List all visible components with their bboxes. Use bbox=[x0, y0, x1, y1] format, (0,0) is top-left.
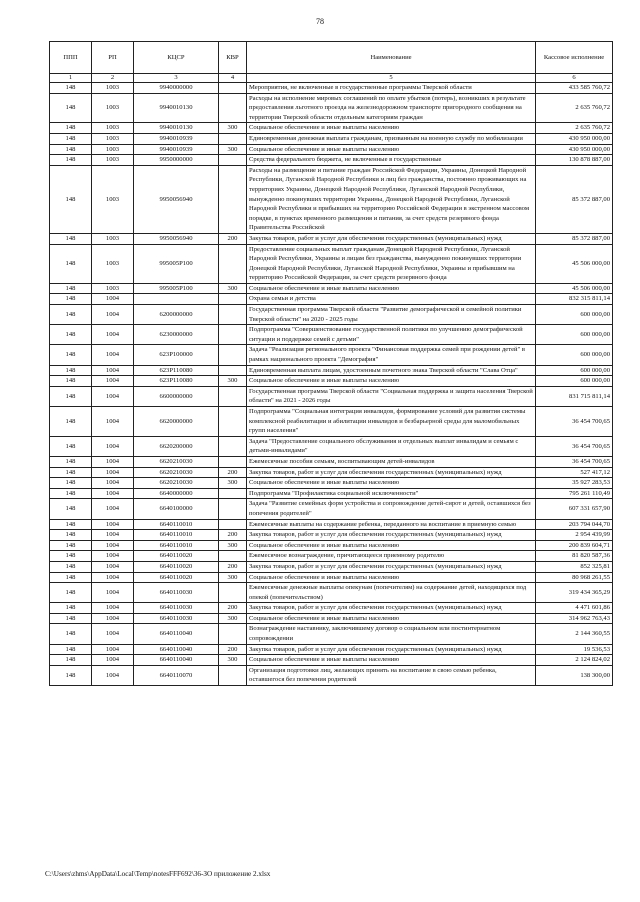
cell-name: Закупка товаров, работ и услуг для обеспечения государственных (муниципальных) нужд bbox=[247, 603, 536, 614]
header-ppp: ППП bbox=[50, 42, 92, 74]
table-row bbox=[50, 499, 613, 519]
table-row bbox=[50, 530, 613, 541]
cell-kcsr: 6640110040 bbox=[134, 644, 219, 655]
table-row bbox=[50, 551, 613, 562]
table-row bbox=[50, 467, 613, 478]
cell-rp: 1004 bbox=[92, 488, 134, 499]
cell-kvr bbox=[219, 294, 247, 305]
cell-rp: 1003 bbox=[92, 83, 134, 94]
cell-ppp: 148 bbox=[50, 456, 92, 467]
cell-ppp: 148 bbox=[50, 613, 92, 624]
table-row bbox=[50, 244, 613, 283]
cell-amount: 45 506 000,00 bbox=[536, 244, 613, 283]
cell-amount: 852 325,81 bbox=[536, 561, 613, 572]
cell-kvr: 300 bbox=[219, 572, 247, 583]
cell-name: Подпрограмма "Профилактика социальной исключенности" bbox=[247, 488, 536, 499]
cell-rp: 1004 bbox=[92, 613, 134, 624]
cell-ppp: 148 bbox=[50, 561, 92, 572]
cell-rp: 1004 bbox=[92, 644, 134, 655]
cell-amount: 85 372 887,00 bbox=[536, 233, 613, 244]
table-row bbox=[50, 155, 613, 166]
header-rp: РП bbox=[92, 42, 134, 74]
cell-rp: 1004 bbox=[92, 655, 134, 666]
cell-name: Социальное обеспечение и иные выплаты населению bbox=[247, 613, 536, 624]
cell-kcsr: 6640110040 bbox=[134, 655, 219, 666]
cell-amount: 36 454 700,65 bbox=[536, 436, 613, 456]
cell-kvr: 200 bbox=[219, 233, 247, 244]
cell-kvr: 300 bbox=[219, 655, 247, 666]
cell-ppp: 148 bbox=[50, 540, 92, 551]
cell-name: Закупка товаров, работ и услуг для обеспечения государственных (муниципальных) нужд bbox=[247, 467, 536, 478]
cell-ppp: 148 bbox=[50, 665, 92, 685]
cell-kvr bbox=[219, 456, 247, 467]
cell-rp: 1004 bbox=[92, 603, 134, 614]
cell-name: Ежемесячные выплаты на содержание ребенка, переданного на воспитание в приемную семью bbox=[247, 519, 536, 530]
column-number: 4 bbox=[219, 74, 247, 83]
cell-rp: 1003 bbox=[92, 244, 134, 283]
cell-rp: 1004 bbox=[92, 407, 134, 437]
cell-kcsr: 6640110020 bbox=[134, 572, 219, 583]
cell-rp: 1003 bbox=[92, 133, 134, 144]
cell-kvr bbox=[219, 551, 247, 562]
cell-rp: 1004 bbox=[92, 530, 134, 541]
cell-ppp: 148 bbox=[50, 644, 92, 655]
cell-amount: 85 372 887,00 bbox=[536, 165, 613, 233]
cell-kvr: 300 bbox=[219, 613, 247, 624]
cell-name: Подпрограмма "Совершенствование государственной политики по улучшению демографической ситуации и поддержке семей с детьми" bbox=[247, 325, 536, 345]
cell-ppp: 148 bbox=[50, 93, 92, 123]
header-kvr: КВР bbox=[219, 42, 247, 74]
cell-kvr bbox=[219, 488, 247, 499]
cell-kcsr: 6620210030 bbox=[134, 456, 219, 467]
cell-kvr: 200 bbox=[219, 644, 247, 655]
cell-name: Ежемесячные денежные выплаты опекунам (попечителям) на содержание детей, находящихся под опекой (попечительством) bbox=[247, 583, 536, 603]
cell-rp: 1004 bbox=[92, 456, 134, 467]
table-row bbox=[50, 83, 613, 94]
cell-ppp: 148 bbox=[50, 244, 92, 283]
cell-rp: 1004 bbox=[92, 478, 134, 489]
cell-kcsr: 6640110020 bbox=[134, 551, 219, 562]
cell-amount: 600 000,00 bbox=[536, 345, 613, 365]
table-row bbox=[50, 456, 613, 467]
cell-kcsr: 9940010130 bbox=[134, 93, 219, 123]
cell-ppp: 148 bbox=[50, 386, 92, 406]
cell-amount: 200 839 604,71 bbox=[536, 540, 613, 551]
cell-ppp: 148 bbox=[50, 519, 92, 530]
cell-ppp: 148 bbox=[50, 467, 92, 478]
cell-ppp: 148 bbox=[50, 572, 92, 583]
cell-ppp: 148 bbox=[50, 325, 92, 345]
table-row bbox=[50, 613, 613, 624]
cell-name: Вознаграждение наставнику, заключившему договор о социальном или постинтернатном сопровождении bbox=[247, 624, 536, 644]
cell-amount: 36 454 700,65 bbox=[536, 456, 613, 467]
table-row bbox=[50, 478, 613, 489]
cell-kvr: 300 bbox=[219, 123, 247, 134]
cell-amount: 81 820 587,36 bbox=[536, 551, 613, 562]
cell-kvr: 300 bbox=[219, 478, 247, 489]
cell-ppp: 148 bbox=[50, 144, 92, 155]
cell-name: Социальное обеспечение и иные выплаты населению bbox=[247, 655, 536, 666]
table-row bbox=[50, 365, 613, 376]
table-row bbox=[50, 603, 613, 614]
cell-kvr: 200 bbox=[219, 530, 247, 541]
cell-ppp: 148 bbox=[50, 233, 92, 244]
cell-name: Закупка товаров, работ и услуг для обеспечения государственных (муниципальных) нужд bbox=[247, 233, 536, 244]
table-row bbox=[50, 144, 613, 155]
cell-name: Подпрограмма "Социальная интеграция инвалидов, формирование условий для развития системы комплексной реабилитации и абилитации инвалидов и безбарьерной среды для маломобильных групп населения" bbox=[247, 407, 536, 437]
cell-amount: 203 794 044,70 bbox=[536, 519, 613, 530]
cell-amount: 795 261 110,49 bbox=[536, 488, 613, 499]
cell-ppp: 148 bbox=[50, 603, 92, 614]
table-row bbox=[50, 325, 613, 345]
cell-ppp: 148 bbox=[50, 655, 92, 666]
cell-kcsr: 6640110030 bbox=[134, 603, 219, 614]
header-cash-execution: Кассовое исполнение bbox=[536, 42, 613, 74]
cell-kcsr: 995005P100 bbox=[134, 283, 219, 294]
cell-rp: 1003 bbox=[92, 165, 134, 233]
cell-rp: 1004 bbox=[92, 572, 134, 583]
cell-kcsr: 623P100000 bbox=[134, 345, 219, 365]
cell-kvr bbox=[219, 386, 247, 406]
cell-rp: 1004 bbox=[92, 365, 134, 376]
cell-kvr: 300 bbox=[219, 283, 247, 294]
cell-name: Средства федерального бюджета, не включенные в государственные bbox=[247, 155, 536, 166]
cell-kvr bbox=[219, 407, 247, 437]
cell-kvr bbox=[219, 155, 247, 166]
cell-name: Социальное обеспечение и иные выплаты населению bbox=[247, 144, 536, 155]
cell-kcsr: 6640110020 bbox=[134, 561, 219, 572]
cell-kvr: 300 bbox=[219, 144, 247, 155]
cell-rp: 1003 bbox=[92, 233, 134, 244]
cell-amount: 527 417,12 bbox=[536, 467, 613, 478]
cell-kvr bbox=[219, 665, 247, 685]
cell-kcsr: 6640110030 bbox=[134, 613, 219, 624]
cell-rp: 1004 bbox=[92, 499, 134, 519]
cell-name: Социальное обеспечение и иные выплаты населению bbox=[247, 540, 536, 551]
cell-name: Мероприятия, не включенные в государственные программы Тверской области bbox=[247, 83, 536, 94]
cell-amount: 314 962 763,43 bbox=[536, 613, 613, 624]
cell-ppp: 148 bbox=[50, 294, 92, 305]
cell-kcsr: 995005P100 bbox=[134, 244, 219, 283]
cell-rp: 1003 bbox=[92, 123, 134, 134]
cell-amount: 2 124 824,02 bbox=[536, 655, 613, 666]
table-row bbox=[50, 665, 613, 685]
cell-kcsr: 6640110010 bbox=[134, 530, 219, 541]
cell-name: Задача "Развитие семейных форм устройства и сопровождение детей-сирот и детей, оставшихся без попечения родителей" bbox=[247, 499, 536, 519]
cell-name: Социальное обеспечение и иные выплаты населению bbox=[247, 572, 536, 583]
cell-ppp: 148 bbox=[50, 376, 92, 387]
cell-amount: 2 635 760,72 bbox=[536, 123, 613, 134]
cell-kcsr: 9950000000 bbox=[134, 155, 219, 166]
cell-name: Ежемесячные пособия семьям, воспитывающим детей-инвалидов bbox=[247, 456, 536, 467]
cell-name: Социальное обеспечение и иные выплаты населению bbox=[247, 478, 536, 489]
cell-rp: 1004 bbox=[92, 386, 134, 406]
column-number: 2 bbox=[92, 74, 134, 83]
cell-amount: 832 315 811,14 bbox=[536, 294, 613, 305]
cell-rp: 1003 bbox=[92, 283, 134, 294]
cell-rp: 1003 bbox=[92, 155, 134, 166]
cell-amount: 19 536,53 bbox=[536, 644, 613, 655]
cell-name: Единовременная денежная выплата гражданам, призванным на военную службу по мобилизации bbox=[247, 133, 536, 144]
table-row bbox=[50, 572, 613, 583]
cell-amount: 45 506 000,00 bbox=[536, 283, 613, 294]
cell-kvr: 200 bbox=[219, 561, 247, 572]
cell-ppp: 148 bbox=[50, 345, 92, 365]
cell-kvr bbox=[219, 165, 247, 233]
cell-kcsr: 6640000000 bbox=[134, 488, 219, 499]
cell-kcsr: 6620200000 bbox=[134, 436, 219, 456]
cell-kvr bbox=[219, 305, 247, 325]
cell-rp: 1004 bbox=[92, 540, 134, 551]
cell-rp: 1004 bbox=[92, 436, 134, 456]
cell-kcsr: 6620210030 bbox=[134, 478, 219, 489]
table-row bbox=[50, 407, 613, 437]
cell-kcsr: 6620000000 bbox=[134, 407, 219, 437]
table-row bbox=[50, 436, 613, 456]
cell-name: Единовременная выплата лицам, удостоенным почетного знака Тверской области "Слава Отца" bbox=[247, 365, 536, 376]
cell-amount: 600 000,00 bbox=[536, 365, 613, 376]
cell-ppp: 148 bbox=[50, 624, 92, 644]
cell-amount: 36 454 700,65 bbox=[536, 407, 613, 437]
cell-rp: 1004 bbox=[92, 467, 134, 478]
cell-name: Охрана семьи и детства bbox=[247, 294, 536, 305]
cell-amount: 607 331 657,90 bbox=[536, 499, 613, 519]
cell-ppp: 148 bbox=[50, 283, 92, 294]
cell-amount: 80 968 261,55 bbox=[536, 572, 613, 583]
cell-kcsr: 6620210030 bbox=[134, 467, 219, 478]
cell-ppp: 148 bbox=[50, 407, 92, 437]
table-row bbox=[50, 376, 613, 387]
table-row bbox=[50, 540, 613, 551]
cell-rp: 1004 bbox=[92, 325, 134, 345]
table-row bbox=[50, 93, 613, 123]
cell-ppp: 148 bbox=[50, 365, 92, 376]
cell-amount: 2 144 360,55 bbox=[536, 624, 613, 644]
cell-amount: 4 471 601,86 bbox=[536, 603, 613, 614]
cell-rp: 1004 bbox=[92, 376, 134, 387]
cell-kcsr: 6640110010 bbox=[134, 519, 219, 530]
cell-kcsr: 9950056940 bbox=[134, 233, 219, 244]
cell-amount: 433 585 760,72 bbox=[536, 83, 613, 94]
cell-kvr bbox=[219, 93, 247, 123]
cell-amount: 600 000,00 bbox=[536, 376, 613, 387]
cell-kvr bbox=[219, 345, 247, 365]
cell-ppp: 148 bbox=[50, 83, 92, 94]
cell-kcsr: 6640110040 bbox=[134, 624, 219, 644]
cell-ppp: 148 bbox=[50, 155, 92, 166]
cell-rp: 1004 bbox=[92, 345, 134, 365]
table-row bbox=[50, 386, 613, 406]
cell-name: Социальное обеспечение и иные выплаты населению bbox=[247, 283, 536, 294]
cell-kcsr: 9950056940 bbox=[134, 165, 219, 233]
cell-amount: 2 954 439,99 bbox=[536, 530, 613, 541]
cell-kcsr: 623P110080 bbox=[134, 365, 219, 376]
cell-name: Задача "Предоставление социального обслуживания и отдельных выплат инвалидам и семьям с детьми-инвалидами" bbox=[247, 436, 536, 456]
table-row bbox=[50, 294, 613, 305]
table-row bbox=[50, 133, 613, 144]
cell-kcsr bbox=[134, 294, 219, 305]
cell-kvr: 300 bbox=[219, 376, 247, 387]
table-row bbox=[50, 283, 613, 294]
cell-kvr: 200 bbox=[219, 467, 247, 478]
cell-name: Расходы на исполнение мировых соглашений по оплате убытков (потерь), возникших в результате предоставления льготного проезда на железнодорожном транспорте пригородного сообщения на территории Тверской области отдельным категориям граждан bbox=[247, 93, 536, 123]
cell-kcsr: 9940010939 bbox=[134, 144, 219, 155]
cell-name: Закупка товаров, работ и услуг для обеспечения государственных (муниципальных) нужд bbox=[247, 561, 536, 572]
cell-kcsr: 9940010939 bbox=[134, 133, 219, 144]
cell-kcsr: 6640110010 bbox=[134, 540, 219, 551]
table-row bbox=[50, 165, 613, 233]
header-row bbox=[50, 42, 613, 74]
cell-rp: 1004 bbox=[92, 665, 134, 685]
cell-amount: 831 715 811,14 bbox=[536, 386, 613, 406]
cell-amount: 138 300,00 bbox=[536, 665, 613, 685]
cell-kcsr: 6600000000 bbox=[134, 386, 219, 406]
table-row bbox=[50, 644, 613, 655]
cell-kvr bbox=[219, 583, 247, 603]
cell-name: Государственная программа Тверской области "Развитие демографической и семейной политики Тверской области" на 2020 - 2025 годы bbox=[247, 305, 536, 325]
cell-ppp: 148 bbox=[50, 478, 92, 489]
cell-name: Предоставление социальных выплат гражданам Донецкой Народной Республики, Луганской Народной Республики, Украины и лицам без гражданства, вынужденно покинувших территории Донецкой Народной Республики, Луганской Народной Республики, Украины и прибывшим на территорию Российской Федерации, за счет средств резервного фонда bbox=[247, 244, 536, 283]
cell-name: Социальное обеспечение и иные выплаты населению bbox=[247, 123, 536, 134]
cell-ppp: 148 bbox=[50, 488, 92, 499]
cell-amount: 600 000,00 bbox=[536, 325, 613, 345]
cell-name: Закупка товаров, работ и услуг для обеспечения государственных (муниципальных) нужд bbox=[247, 644, 536, 655]
cell-kvr bbox=[219, 365, 247, 376]
table-row bbox=[50, 345, 613, 365]
cell-kvr bbox=[219, 519, 247, 530]
cell-kcsr: 6230000000 bbox=[134, 325, 219, 345]
table-row bbox=[50, 305, 613, 325]
cell-ppp: 148 bbox=[50, 530, 92, 541]
table-row bbox=[50, 519, 613, 530]
cell-rp: 1003 bbox=[92, 144, 134, 155]
cell-kvr bbox=[219, 133, 247, 144]
cell-name: Социальное обеспечение и иные выплаты населению bbox=[247, 376, 536, 387]
cell-kvr bbox=[219, 83, 247, 94]
cell-rp: 1004 bbox=[92, 583, 134, 603]
cell-kcsr: 6200000000 bbox=[134, 305, 219, 325]
table-row bbox=[50, 123, 613, 134]
table-row bbox=[50, 561, 613, 572]
cell-rp: 1004 bbox=[92, 551, 134, 562]
cell-name: Расходы на размещение и питание граждан Российской Федерации, Украины, Донецкой Народной Республики, Луганской Народной Республики и лиц без гражданства, постоянно проживающих на территориях Украины, Донецкой Народной Республики, Луганской Народной Республики, вынужденно покинувших территории Украины, Донецкой Народной Республики, Луганской Народной Республики и прибывших на территорию Российской Федерации в экстренном массовом порядке, в пунктах временного размещения и питания, за счет средств резервного фонда Правительства Российской bbox=[247, 165, 536, 233]
cell-ppp: 148 bbox=[50, 123, 92, 134]
cell-kcsr: 9940010130 bbox=[134, 123, 219, 134]
column-number: 6 bbox=[536, 74, 613, 83]
table-row bbox=[50, 583, 613, 603]
column-number-row bbox=[50, 74, 613, 83]
cell-kvr: 200 bbox=[219, 603, 247, 614]
cell-rp: 1004 bbox=[92, 294, 134, 305]
header-name: Наименование bbox=[247, 42, 536, 74]
cell-name: Ежемесячное вознаграждение, причитающееся приемному родителю bbox=[247, 551, 536, 562]
cell-kvr bbox=[219, 325, 247, 345]
cell-rp: 1004 bbox=[92, 519, 134, 530]
column-number: 1 bbox=[50, 74, 92, 83]
cell-amount: 130 878 887,00 bbox=[536, 155, 613, 166]
cell-ppp: 148 bbox=[50, 436, 92, 456]
cell-ppp: 148 bbox=[50, 133, 92, 144]
cell-amount: 430 950 000,00 bbox=[536, 133, 613, 144]
footer-file-path: C:\Users\zhms\AppData\Local\Temp\notesFFF692\36-ЗО приложение 2.xlsx bbox=[45, 870, 271, 878]
cell-ppp: 148 bbox=[50, 499, 92, 519]
cell-ppp: 148 bbox=[50, 583, 92, 603]
cell-amount: 430 950 000,00 bbox=[536, 144, 613, 155]
cell-ppp: 148 bbox=[50, 305, 92, 325]
table-row bbox=[50, 624, 613, 644]
cell-rp: 1004 bbox=[92, 624, 134, 644]
cell-name: Государственная программа Тверской области "Социальная поддержка и защита населения Тверской области" на 2021 - 2026 годы bbox=[247, 386, 536, 406]
column-number: 3 bbox=[134, 74, 219, 83]
cell-kcsr: 6640110030 bbox=[134, 583, 219, 603]
cell-kvr bbox=[219, 499, 247, 519]
cell-kcsr: 6640110070 bbox=[134, 665, 219, 685]
budget-execution-table bbox=[49, 41, 613, 686]
page-number: 78 bbox=[316, 17, 324, 26]
table-row bbox=[50, 488, 613, 499]
cell-kcsr: 9940000000 bbox=[134, 83, 219, 94]
cell-amount: 600 000,00 bbox=[536, 305, 613, 325]
cell-name: Закупка товаров, работ и услуг для обеспечения государственных (муниципальных) нужд bbox=[247, 530, 536, 541]
cell-ppp: 148 bbox=[50, 165, 92, 233]
cell-rp: 1004 bbox=[92, 305, 134, 325]
cell-kvr bbox=[219, 436, 247, 456]
column-number: 5 bbox=[247, 74, 536, 83]
cell-amount: 2 635 760,72 bbox=[536, 93, 613, 123]
cell-amount: 319 434 365,29 bbox=[536, 583, 613, 603]
table-row bbox=[50, 233, 613, 244]
cell-kcsr: 623P110080 bbox=[134, 376, 219, 387]
cell-rp: 1003 bbox=[92, 93, 134, 123]
cell-amount: 35 927 283,53 bbox=[536, 478, 613, 489]
table-body bbox=[50, 83, 613, 686]
cell-rp: 1004 bbox=[92, 561, 134, 572]
cell-name: Организация подготовки лиц, желающих принять на воспитание в свою семью ребенка, оставшегося без попечения родителей bbox=[247, 665, 536, 685]
cell-name: Задача "Реализация регионального проекта "Финансовая поддержка семей при рождении детей" в рамках национального проекта "Демография" bbox=[247, 345, 536, 365]
table-row bbox=[50, 655, 613, 666]
cell-kcsr: 6640100000 bbox=[134, 499, 219, 519]
cell-kvr bbox=[219, 244, 247, 283]
cell-kvr: 300 bbox=[219, 540, 247, 551]
cell-kvr bbox=[219, 624, 247, 644]
cell-ppp: 148 bbox=[50, 551, 92, 562]
header-kcsr: КЦСР bbox=[134, 42, 219, 74]
